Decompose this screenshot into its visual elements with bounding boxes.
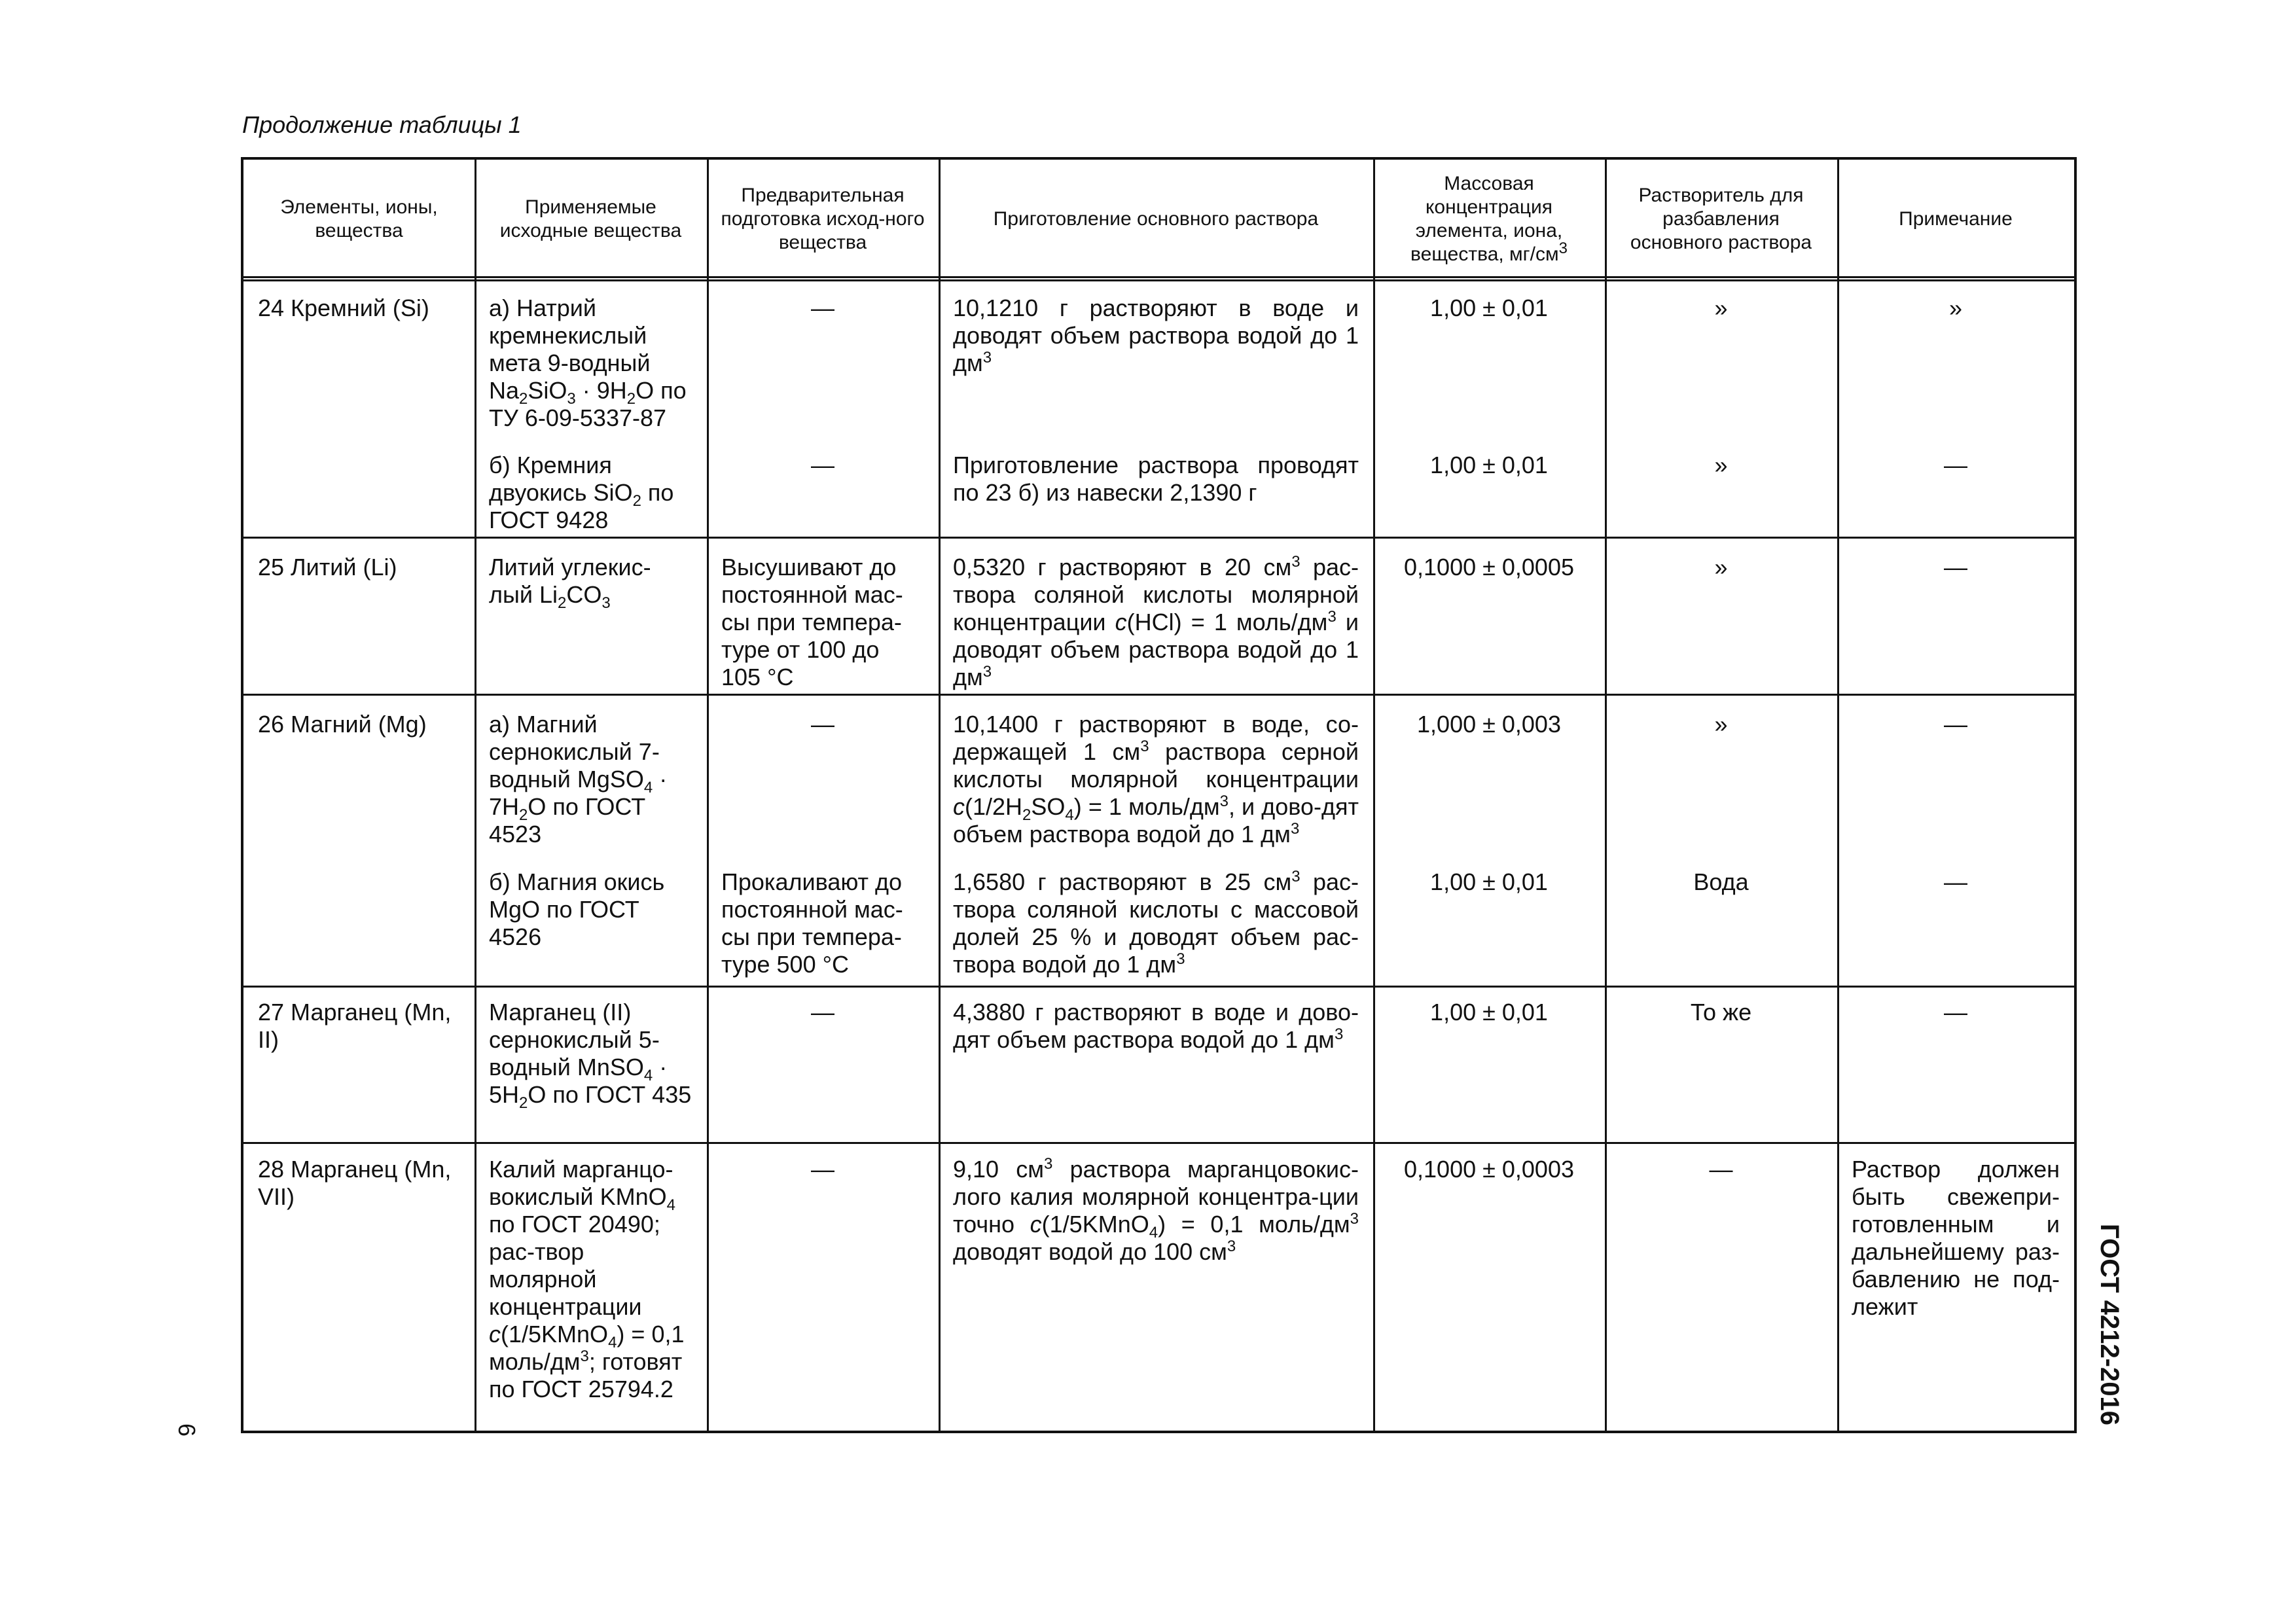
cell-concentration: 1,00 ± 0,01: [1430, 452, 1548, 478]
cell-note: »: [1948, 294, 1963, 321]
row-divider: [243, 1142, 2074, 1144]
cell-preparation: Высушивают до постоянной мас-сы при темпера-туре от 100 до 105 °С: [721, 554, 903, 690]
cell-concentration: 1,000 ± 0,003: [1417, 711, 1561, 738]
row-divider: [243, 986, 2074, 988]
row-divider: [243, 694, 2074, 696]
cell-main-solution: Приготовление раствора проводят по 23 б) из навески 2,1390 г: [953, 452, 1359, 506]
cell-preparation: —: [811, 294, 834, 321]
cell-concentration: 0,1000 ± 0,0005: [1404, 554, 1574, 580]
row-divider: [243, 537, 2074, 539]
cell-concentration: 0,1000 ± 0,0003: [1404, 1156, 1574, 1183]
cell-solvent: »: [1714, 554, 1728, 580]
cell-solvent: То же: [1690, 999, 1752, 1026]
cell-concentration: 1,00 ± 0,01: [1430, 999, 1548, 1026]
cell-concentration: 1,00 ± 0,01: [1430, 868, 1548, 895]
cell-note: —: [1944, 999, 1967, 1026]
col-divider: [1373, 160, 1375, 1431]
header-concentration: Массовая концентрация элемента, иона, вещества, $мг/см^3$: [1410, 173, 1568, 265]
cell-source: б) Кремния двуокись SiO$_2$ по ГОСТ 9428: [489, 452, 674, 533]
cell-main-solution: 1,6580 г растворяют в 25 $см^3$ рас-твора соляной кислоты с массовой долей 25 % и доводят объем рас-твора водой до 1 $дм^3$: [953, 868, 1359, 978]
header-elements: Элементы, ионы, вещества: [280, 196, 438, 241]
cell-note: —: [1944, 868, 1967, 895]
cell-element: 27 Марганец (Mn, II): [258, 999, 452, 1053]
cell-preparation: —: [811, 1156, 834, 1183]
col-divider: [707, 160, 709, 1431]
cell-note: Раствор должен быть свежепри-готовленным и дальнейшему раз-бавлению не под-лежит: [1852, 1156, 2060, 1320]
cell-main-solution: 10,1210 г растворяют в воде и доводят объем раствора водой до 1 $дм^3$: [953, 294, 1359, 376]
data-table: [241, 157, 2077, 1433]
header-solvent: Растворитель для разбавления основного раствора: [1630, 185, 1812, 253]
cell-source: Литий углекис-лый $Li_2CO_3$: [489, 554, 651, 613]
cell-element: 28 Марганец (Mn, VII): [258, 1156, 452, 1210]
header-source-substances: Применяемые исходные вещества: [499, 196, 682, 241]
cell-source: б) Магния окись MgO по ГОСТ 4526: [489, 868, 665, 950]
cell-note: —: [1944, 452, 1967, 478]
header-note: Примечание: [1899, 208, 2013, 230]
cell-solvent: »: [1714, 452, 1728, 478]
cell-note: —: [1944, 554, 1967, 580]
table-caption: Продолжение таблицы 1: [242, 111, 522, 138]
standard-designation: ГОСТ 4212-2016: [2095, 1224, 2124, 1425]
page-number: 6: [173, 1423, 200, 1437]
cell-solvent: —: [1709, 1156, 1733, 1183]
cell-preparation: —: [811, 452, 834, 478]
cell-main-solution: 9,10 $см^3$ раствора марганцовокис-лого калия молярной концентра-ции точно с(1/5KMnO$_4$) = 0,1 моль/$дм^3$ доводят водой до 100 $см^3$: [953, 1155, 1359, 1265]
cell-source: Калий марганцо-вокислый KMnO$_4$ по ГОСТ 20490; рас-твор молярной концентрации с(1/5KMnO$_4$) = 0,1 моль/$дм^3$; готовят по ГОСТ 25794.2: [489, 1156, 685, 1402]
header-preparation: Предварительная подготовка исход-ного вещества: [721, 185, 925, 253]
cell-element: 24 Кремний (Si): [258, 294, 429, 321]
cell-source: а) Магний сернокислый 7-водный MgSO$_4$ · $7H_2O$ по ГОСТ 4523: [489, 711, 668, 847]
cell-element: 25 Литий (Li): [258, 554, 397, 580]
cell-preparation: —: [811, 999, 834, 1026]
cell-solvent: »: [1714, 711, 1728, 738]
col-divider: [1605, 160, 1607, 1431]
cell-concentration: 1,00 ± 0,01: [1430, 294, 1548, 321]
cell-note: —: [1944, 711, 1967, 738]
cell-solvent: »: [1714, 294, 1728, 321]
cell-source: а) Натрий кремнекислый мета 9-водный $Na_2SiO_3 \cdot 9H_2O$ по ТУ 6-09-5337-87: [489, 294, 687, 431]
cell-main-solution: 0,5320 г растворяют в 20 $см^3$ рас-твора соляной кислоты молярной концентрации с(HCl) = 1 моль/$дм^3$ и доводят объем раствора водой до 1 $дм^3$: [953, 553, 1359, 690]
cell-source: Марганец (II) сернокислый 5-водный MnSO$_4$ · $5H_2O$ по ГОСТ 435: [489, 999, 692, 1113]
cell-element: 26 Магний (Mg): [258, 711, 427, 738]
header-main-solution: Приготовление основного раствора: [993, 208, 1319, 230]
cell-main-solution: 10,1400 г растворяют в воде, со-держащей 1 $см^3$ раствора серной кислоты молярной концентрации $с(1/2H_2SO_4) = 1$ моль/$дм^3$, и дово-дят объем раствора водой до 1 $дм^3$: [953, 711, 1359, 847]
cell-preparation: —: [811, 711, 834, 738]
cell-preparation: Прокаливают до постоянной мас-сы при темпера-туре 500 °С: [721, 868, 903, 978]
cell-solvent: Вода: [1693, 868, 1749, 895]
header-separator: [243, 276, 2074, 281]
cell-main-solution: 4,3880 г растворяют в воде и дово-дят объем раствора водой до 1 $дм^3$: [953, 999, 1359, 1053]
